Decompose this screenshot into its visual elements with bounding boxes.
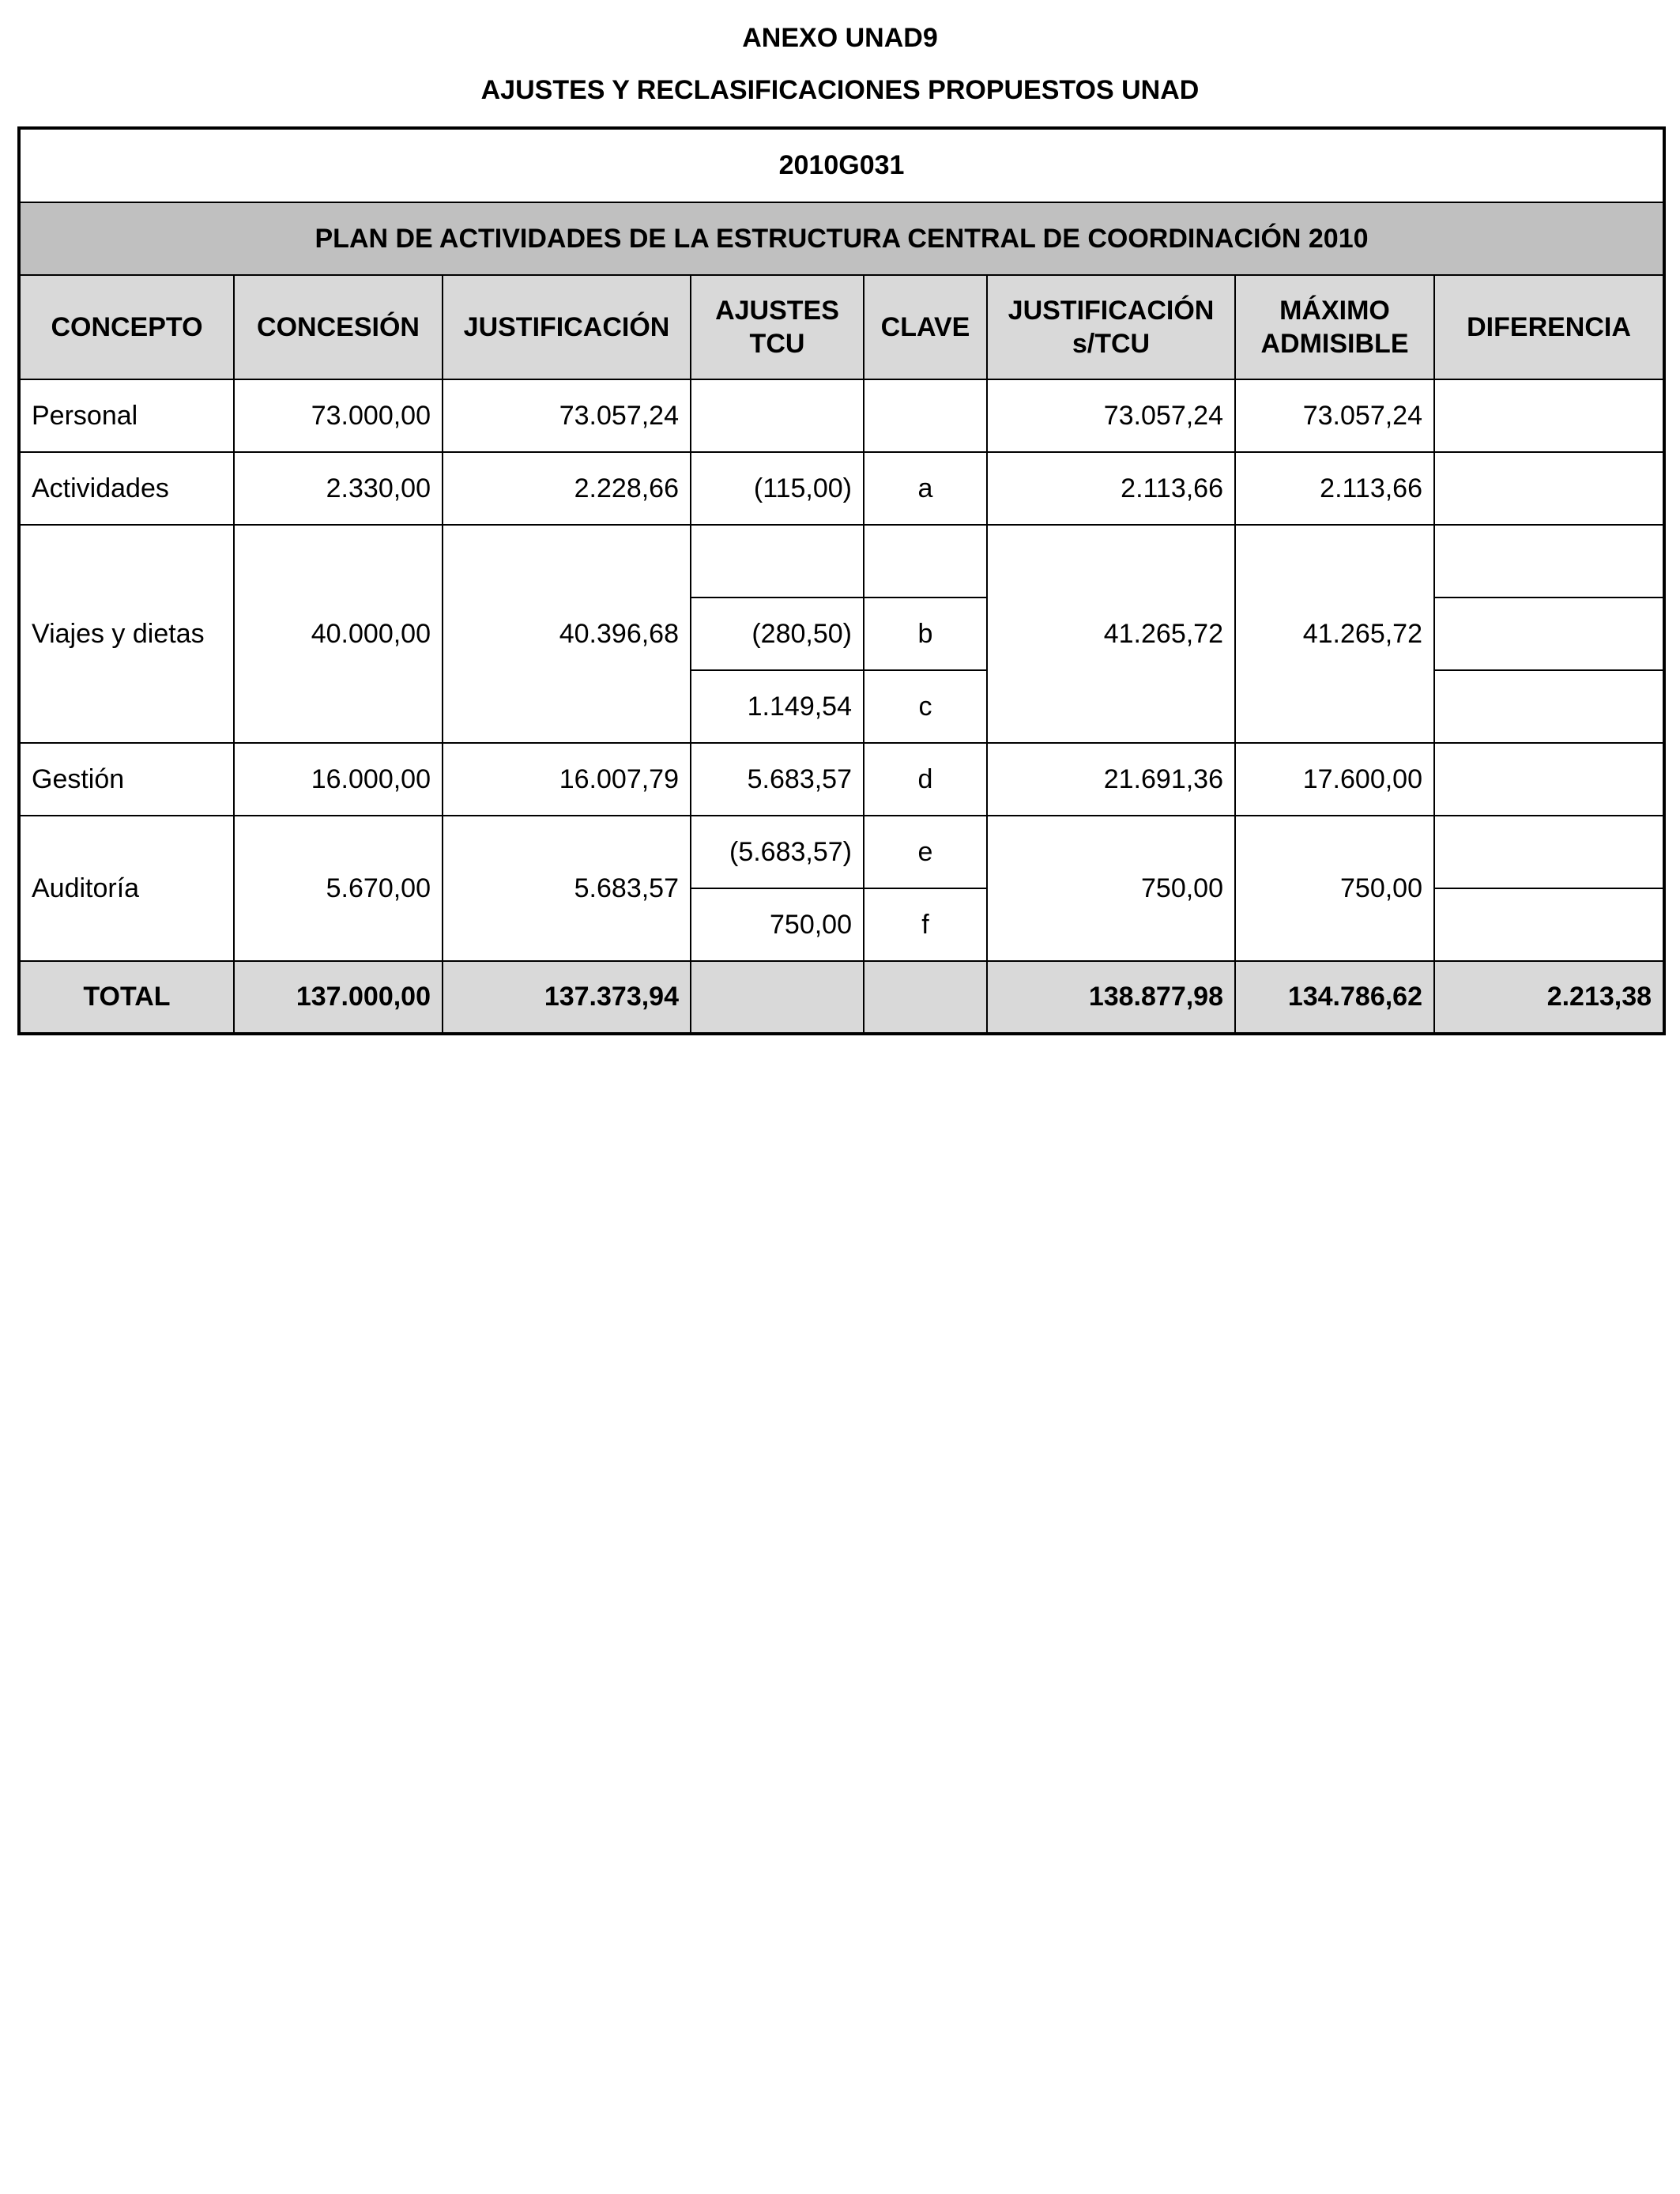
cell-concepto: Gestión <box>19 743 234 816</box>
adjustments-table <box>17 126 1666 1035</box>
cell-ajuste <box>691 379 864 452</box>
col-header-justificacion: JUSTIFICACIÓN <box>443 275 691 379</box>
expediente-code: 2010G031 <box>19 128 1664 202</box>
cell-diferencia <box>1434 452 1664 525</box>
document-title: ANEXO UNAD9 <box>742 23 938 53</box>
document-subtitle: AJUSTES Y RECLASIFICACIONES PROPUESTOS UNAD <box>480 75 1200 105</box>
cell-ajuste <box>691 961 864 1034</box>
cell-clave <box>864 379 987 452</box>
cell-concepto: TOTAL <box>19 961 234 1034</box>
table-row-personal <box>19 379 1664 452</box>
col-header-maximo-line1: MÁXIMO <box>1279 296 1390 326</box>
cell-just-tcu: 21.691,36 <box>987 743 1235 816</box>
cell-concepto: Auditoría <box>19 816 234 961</box>
cell-justificacion: 73.057,24 <box>443 379 691 452</box>
col-header-maximo-admisible <box>1235 275 1434 379</box>
cell-just-tcu: 73.057,24 <box>987 379 1235 452</box>
cell-concesion: 16.000,00 <box>234 743 443 816</box>
cell-clave: c <box>864 670 987 743</box>
cell-ajuste: (115,00) <box>691 452 864 525</box>
cell-ajuste: 750,00 <box>691 888 864 961</box>
table-row-actividades <box>19 452 1664 525</box>
cell-diferencia <box>1434 379 1664 452</box>
cell-concesion: 40.000,00 <box>234 525 443 743</box>
table-row-gestion <box>19 743 1664 816</box>
cell-ajuste: 1.149,54 <box>691 670 864 743</box>
cell-diferencia: 2.213,38 <box>1434 961 1664 1034</box>
cell-maximo: 134.786,62 <box>1235 961 1434 1034</box>
plan-title: PLAN DE ACTIVIDADES DE LA ESTRUCTURA CENTRAL DE COORDINACIÓN 2010 <box>19 202 1664 275</box>
cell-maximo: 41.265,72 <box>1235 525 1434 743</box>
cell-clave <box>864 525 987 598</box>
cell-concepto: Actividades <box>19 452 234 525</box>
table-row-total <box>19 961 1664 1034</box>
cell-just-tcu: 138.877,98 <box>987 961 1235 1034</box>
cell-clave: d <box>864 743 987 816</box>
cell-just-tcu: 2.113,66 <box>987 452 1235 525</box>
col-header-justificacion-tcu <box>987 275 1235 379</box>
cell-just-tcu: 750,00 <box>987 816 1235 961</box>
cell-diferencia <box>1434 598 1664 670</box>
cell-concepto: Viajes y dietas <box>19 525 234 743</box>
table-header-row <box>19 275 1664 379</box>
col-header-maximo-line2: ADMISIBLE <box>1260 329 1409 359</box>
cell-diferencia <box>1434 888 1664 961</box>
cell-justificacion: 40.396,68 <box>443 525 691 743</box>
cell-concesion: 73.000,00 <box>234 379 443 452</box>
cell-ajuste: (280,50) <box>691 598 864 670</box>
cell-maximo: 750,00 <box>1235 816 1434 961</box>
table-row-viajes <box>19 525 1664 598</box>
cell-ajuste <box>691 525 864 598</box>
cell-clave: b <box>864 598 987 670</box>
table-row-auditoria <box>19 816 1664 888</box>
cell-justificacion: 16.007,79 <box>443 743 691 816</box>
cell-clave: a <box>864 452 987 525</box>
col-header-just-tcu-line1: JUSTIFICACIÓN <box>1008 296 1215 326</box>
cell-clave: e <box>864 816 987 888</box>
cell-diferencia <box>1434 525 1664 598</box>
cell-maximo: 73.057,24 <box>1235 379 1434 452</box>
cell-diferencia <box>1434 743 1664 816</box>
cell-concesion: 137.000,00 <box>234 961 443 1034</box>
col-header-concesion: CONCESIÓN <box>234 275 443 379</box>
cell-concepto: Personal <box>19 379 234 452</box>
cell-concesion: 5.670,00 <box>234 816 443 961</box>
col-header-ajustes-line2: TCU <box>749 329 805 359</box>
cell-diferencia <box>1434 670 1664 743</box>
cell-concesion: 2.330,00 <box>234 452 443 525</box>
cell-ajuste: (5.683,57) <box>691 816 864 888</box>
cell-maximo: 2.113,66 <box>1235 452 1434 525</box>
col-header-ajustes-tcu <box>691 275 864 379</box>
cell-clave <box>864 961 987 1034</box>
col-header-diferencia: DIFERENCIA <box>1434 275 1664 379</box>
cell-justificacion: 2.228,66 <box>443 452 691 525</box>
col-header-ajustes-line1: AJUSTES <box>715 296 839 326</box>
cell-justificacion: 5.683,57 <box>443 816 691 961</box>
cell-clave: f <box>864 888 987 961</box>
cell-maximo: 17.600,00 <box>1235 743 1434 816</box>
col-header-just-tcu-line2: s/TCU <box>1072 329 1151 359</box>
cell-diferencia <box>1434 816 1664 888</box>
col-header-concepto: CONCEPTO <box>19 275 234 379</box>
cell-justificacion: 137.373,94 <box>443 961 691 1034</box>
cell-just-tcu: 41.265,72 <box>987 525 1235 743</box>
col-header-clave: CLAVE <box>864 275 987 379</box>
cell-ajuste: 5.683,57 <box>691 743 864 816</box>
